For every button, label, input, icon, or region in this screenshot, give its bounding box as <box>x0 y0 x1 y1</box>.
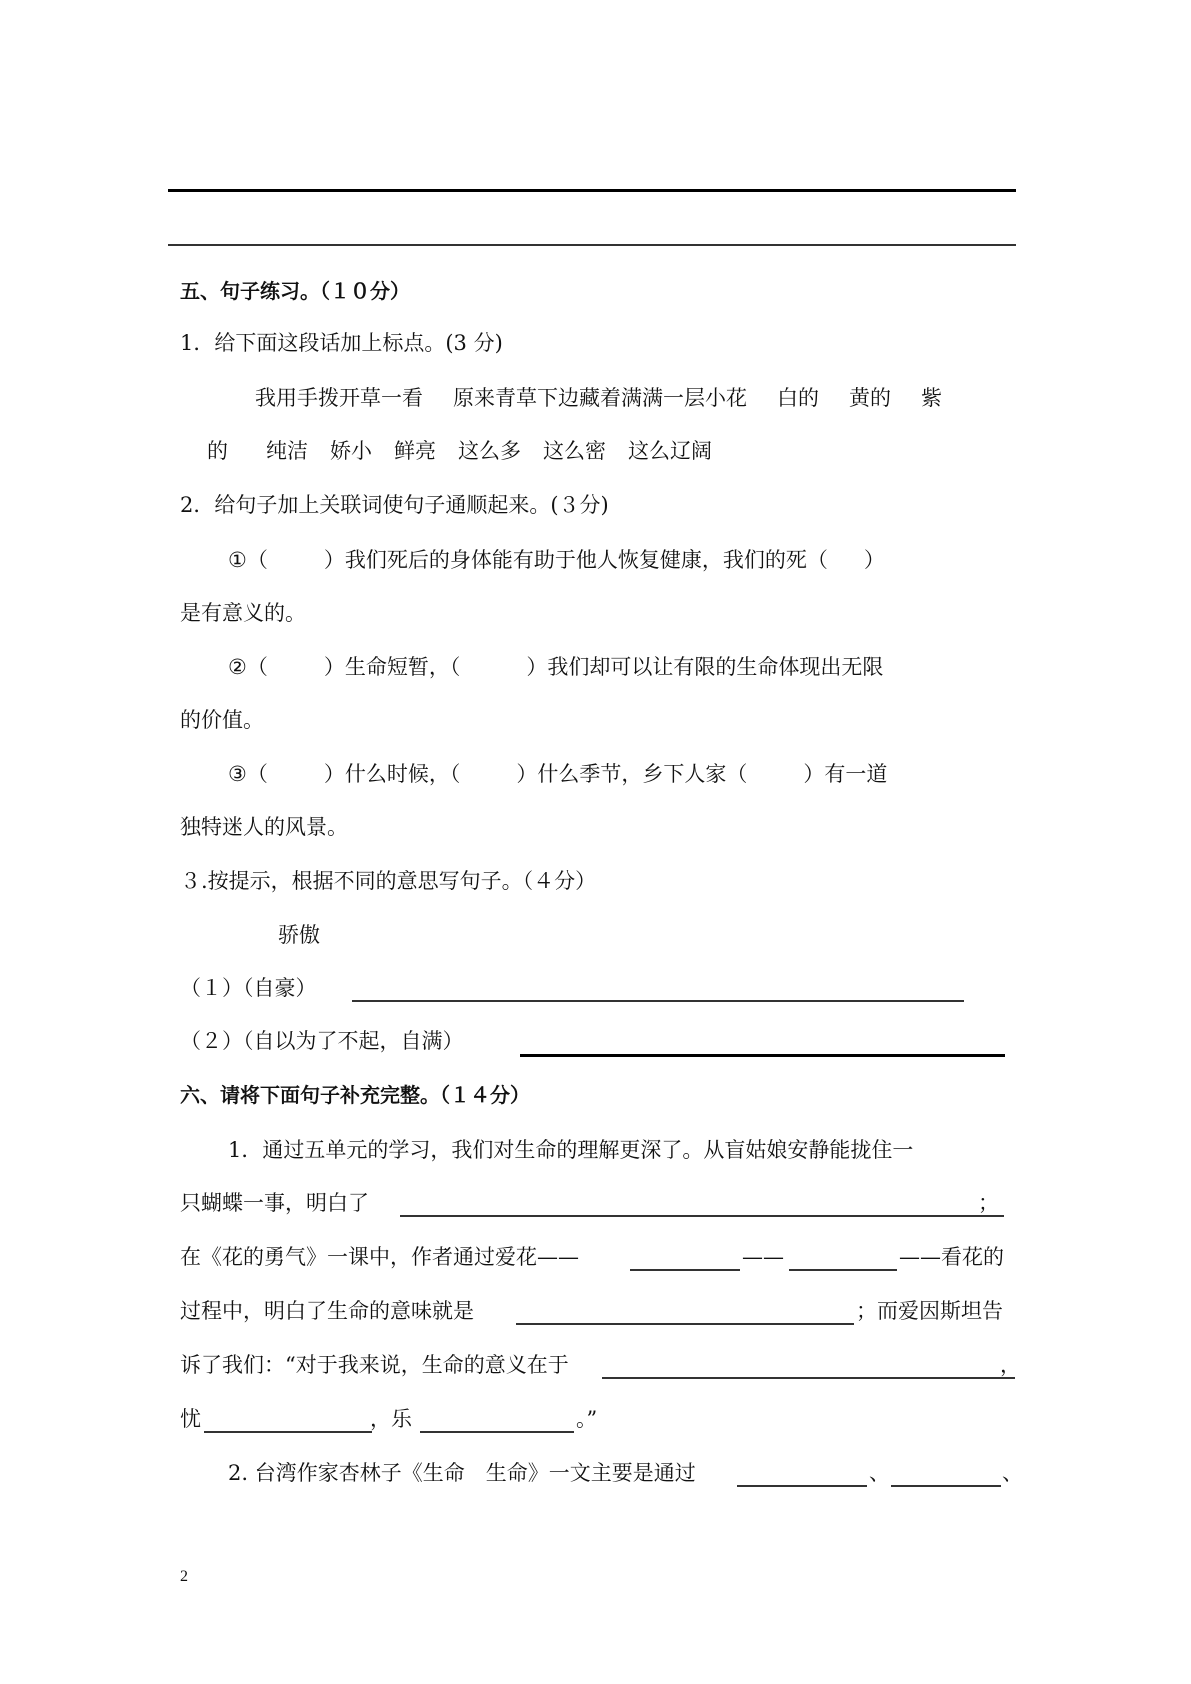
phrase: 这么多 <box>458 439 521 463</box>
q1-prompt: 1．给下面这段话加上标点。(3 分) <box>180 331 503 355</box>
sentence-text: ）什么时候，（ <box>323 762 461 786</box>
phrase: 白的 <box>777 386 819 410</box>
item-number: ③ <box>228 762 247 786</box>
phrase: 的 <box>207 439 228 463</box>
phrase: 娇小 <box>330 439 372 463</box>
q2-prompt: 2．给句子加上关联词使句子通顺起来。(３分) <box>180 493 609 517</box>
section6-title: 六、请将下面句子补充完整。（１４分） <box>180 1083 530 1107</box>
paren-open: （ <box>246 762 268 786</box>
s6-q1-line2 <box>180 1188 369 1218</box>
s6-q1-line6 <box>180 1404 201 1434</box>
q2-item-2 <box>228 652 883 682</box>
answer-line[interactable] <box>602 1377 1015 1379</box>
q2-item-1 <box>228 545 885 575</box>
s6-q1-line3 <box>180 1242 579 1272</box>
sentence-text: ——看花的 <box>899 1245 1004 1269</box>
paren-open: （ <box>246 655 268 679</box>
phrase: 这么辽阔 <box>628 439 712 463</box>
q1-passage-line1 <box>255 383 942 413</box>
item-label: （２）（自以为了不起，自满） <box>180 1029 464 1053</box>
sentence-text: 只蝴蝶一事，明白了 <box>180 1191 369 1215</box>
q2-item-3 <box>228 759 887 789</box>
separator: 、 <box>869 1461 890 1485</box>
answer-line[interactable] <box>400 1215 1004 1217</box>
answer-line[interactable] <box>516 1323 854 1325</box>
answer-line[interactable] <box>891 1485 1001 1487</box>
dash: —— <box>742 1245 784 1269</box>
phrase: 鲜亮 <box>394 439 436 463</box>
sentence-text: ，乐 <box>370 1407 412 1431</box>
s6-q1-line4 <box>180 1296 474 1326</box>
sentence-text: 忧 <box>180 1407 201 1431</box>
q3-keyword: 骄傲 <box>278 923 320 947</box>
s6-q1-line5 <box>180 1350 569 1380</box>
sentence-text: 在《花的勇气》一课中，作者通过爱花—— <box>180 1245 579 1269</box>
answer-line[interactable] <box>789 1269 897 1271</box>
sentence-text: 诉了我们：“对于我来说，生命的意义在于 <box>180 1353 569 1377</box>
answer-line[interactable] <box>204 1431 372 1433</box>
sentence-text: ）什么季节，乡下人家（ <box>516 762 748 786</box>
sentence-text: 2. 台湾作家杏林子《生命 生命》一文主要是通过 <box>228 1461 696 1485</box>
item-number: ① <box>228 548 247 572</box>
s6-q2 <box>228 1458 696 1488</box>
phrase: 黄的 <box>849 386 891 410</box>
answer-line[interactable] <box>520 1054 1005 1057</box>
phrase: 原来青草下边藏着满满一层小花 <box>453 386 747 410</box>
q3-item-2 <box>180 1026 464 1056</box>
sentence-text: ；而爱因斯坦告 <box>856 1299 1003 1323</box>
q2-item-1-cont: 是有意义的。 <box>180 601 306 625</box>
paren-close: ） <box>863 548 885 572</box>
item-number: ② <box>228 655 247 679</box>
sentence-text: ）有一道 <box>803 762 888 786</box>
q2-item-3-cont: 独特迷人的风景。 <box>180 815 348 839</box>
page-number: 2 <box>180 1568 188 1585</box>
q2-item-2-cont: 的价值。 <box>180 708 264 732</box>
sentence-text: ）我们却可以让有限的生命体现出无限 <box>526 655 884 679</box>
separator: 、 <box>1002 1461 1023 1485</box>
paren-open: （ <box>246 548 268 572</box>
item-label: （１）（自豪） <box>180 976 317 1000</box>
phrase: 纯洁 <box>266 439 308 463</box>
punct: ； <box>978 1191 999 1215</box>
q1-passage-line2 <box>207 436 712 466</box>
answer-rule-2 <box>168 244 1016 246</box>
answer-line[interactable] <box>737 1485 867 1487</box>
answer-line[interactable] <box>352 1000 964 1002</box>
answer-line[interactable] <box>420 1431 574 1433</box>
sentence-text: ）生命短暂，（ <box>323 655 461 679</box>
phrase: 我用手拨开草一看 <box>255 386 423 410</box>
answer-line[interactable] <box>630 1269 740 1271</box>
punct: ， <box>1000 1353 1021 1377</box>
phrase: 这么密 <box>543 439 606 463</box>
section5-title: 五、句子练习。（１０分） <box>180 279 410 303</box>
sentence-text: 。” <box>576 1407 598 1431</box>
s6-q1-line1: 1．通过五单元的学习，我们对生命的理解更深了。从盲姑娘安静能拢住一 <box>228 1138 914 1162</box>
phrase: 紫 <box>921 386 942 410</box>
answer-rule-1 <box>168 189 1016 192</box>
q3-prompt: ３.按提示，根据不同的意思写句子。（４分） <box>180 869 597 893</box>
q3-item-1 <box>180 973 317 1003</box>
sentence-text: 过程中，明白了生命的意味就是 <box>180 1299 474 1323</box>
sentence-text: ）我们死后的身体能有助于他人恢复健康，我们的死（ <box>323 548 828 572</box>
